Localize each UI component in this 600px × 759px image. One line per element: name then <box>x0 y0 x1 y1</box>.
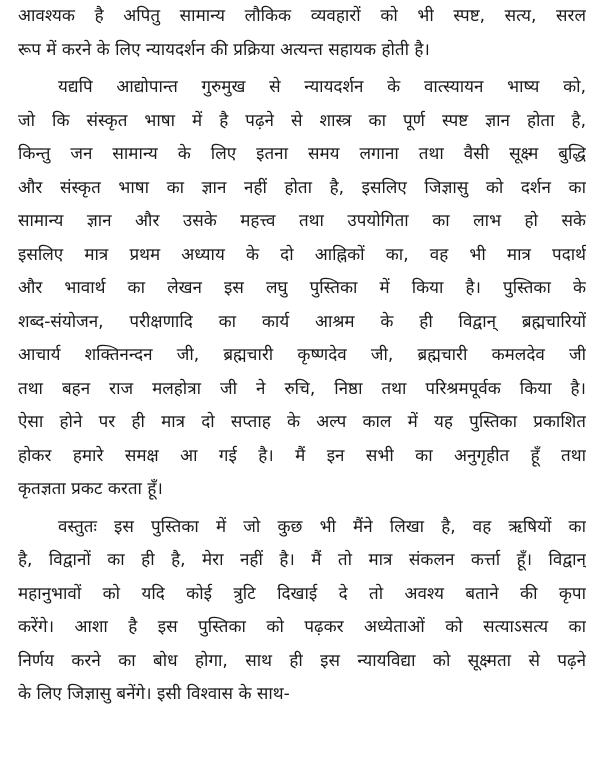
text-line: और भावार्थ का लेखन इस लघु पुस्तिका में किया है। पुस्तिका के <box>18 278 586 298</box>
text-line: और संस्कृत भाषा का ज्ञान नहीं होता है, इसलिए जिज्ञासु को दर्शन का <box>18 177 586 198</box>
text-line: इसलिए मात्र प्रथम अध्याय के दो आह्निकों का, वह भी मात्र पदार्थ <box>18 244 586 265</box>
text-line: सामान्य ज्ञान और उसके महत्त्व तथा उपयोगिता का लाभ हो सके <box>18 211 586 231</box>
text-line: शब्द-संयोजन, परीक्षणादि का कार्य आश्रम के ही विद्वान् ब्रह्मचारियों <box>18 311 586 332</box>
text-line: के लिए जिज्ञासु बनेंगे। इसी विश्वास के साथ- <box>18 684 290 704</box>
text-line: निर्णय करने का बोध होगा, साथ ही इस न्यायविद्या को सूक्ष्मता से पढ़ने <box>18 650 586 671</box>
text-line: जो कि संस्कृत भाषा में है पढ़ने से शास्त्र का पूर्ण स्पष्ट ज्ञान होता है, <box>18 110 586 131</box>
text-line: किन्तु जन सामान्य के लिए इतना समय लगाना तथा वैसी सूक्ष्म बुद्धि <box>18 144 586 164</box>
text-line: आचार्य शक्तिनन्दन जी, ब्रह्मचारी कृष्णदेव जी, ब्रह्मचारी कमलदेव जी <box>18 345 586 365</box>
paragraph-2 <box>18 71 586 507</box>
text-line: यद्यपि आद्योपान्त गुरुमुख से न्यायदर्शन के वात्स्यायन भाष्य को, <box>58 77 586 97</box>
text-line: रूप में करने के लिए न्यायदर्शन की प्रक्रिया अत्यन्त सहायक होती है। <box>18 39 430 60</box>
text-line: ऐसा होने पर ही मात्र दो सप्ताह के अल्प काल में यह पुस्तिका प्रकाशित <box>18 412 586 432</box>
text-line: महानुभावों को यदि कोई त्रुटि दिखाई दे तो अवश्य बताने की कृपा <box>18 583 586 604</box>
text-line: होकर हमारे समक्ष आ गई है। मैं इन सभी का अनुगृहीत हूँ तथा <box>18 445 586 466</box>
paragraph-1 <box>18 0 586 67</box>
document-page <box>18 0 586 759</box>
paragraph-3 <box>18 511 586 712</box>
text-line: करेंगे। आशा है इस पुस्तिका को पढ़कर अध्येताओं को सत्याऽसत्य का <box>18 617 586 637</box>
text-line: है, विद्वानों का ही है, मेरा नहीं है। मैं तो मात्र संकलन कर्त्ता हूँ। विद्वान् <box>18 550 586 570</box>
text-line: कृतज्ञता प्रकट करता हूँ। <box>18 479 163 499</box>
text-line: वस्तुतः इस पुस्तिका में जो कुछ भी मैंने लिखा है, वह ऋषियों का <box>58 516 586 537</box>
text-line: आवश्यक है अपितु सामान्य लौकिक व्यवहारों को भी स्पष्ट, सत्य, सरल <box>18 6 586 26</box>
text-line: तथा बहन राज मलहोत्रा जी ने रुचि, निष्ठा तथा परिश्रमपूर्वक किया है। <box>18 378 586 399</box>
